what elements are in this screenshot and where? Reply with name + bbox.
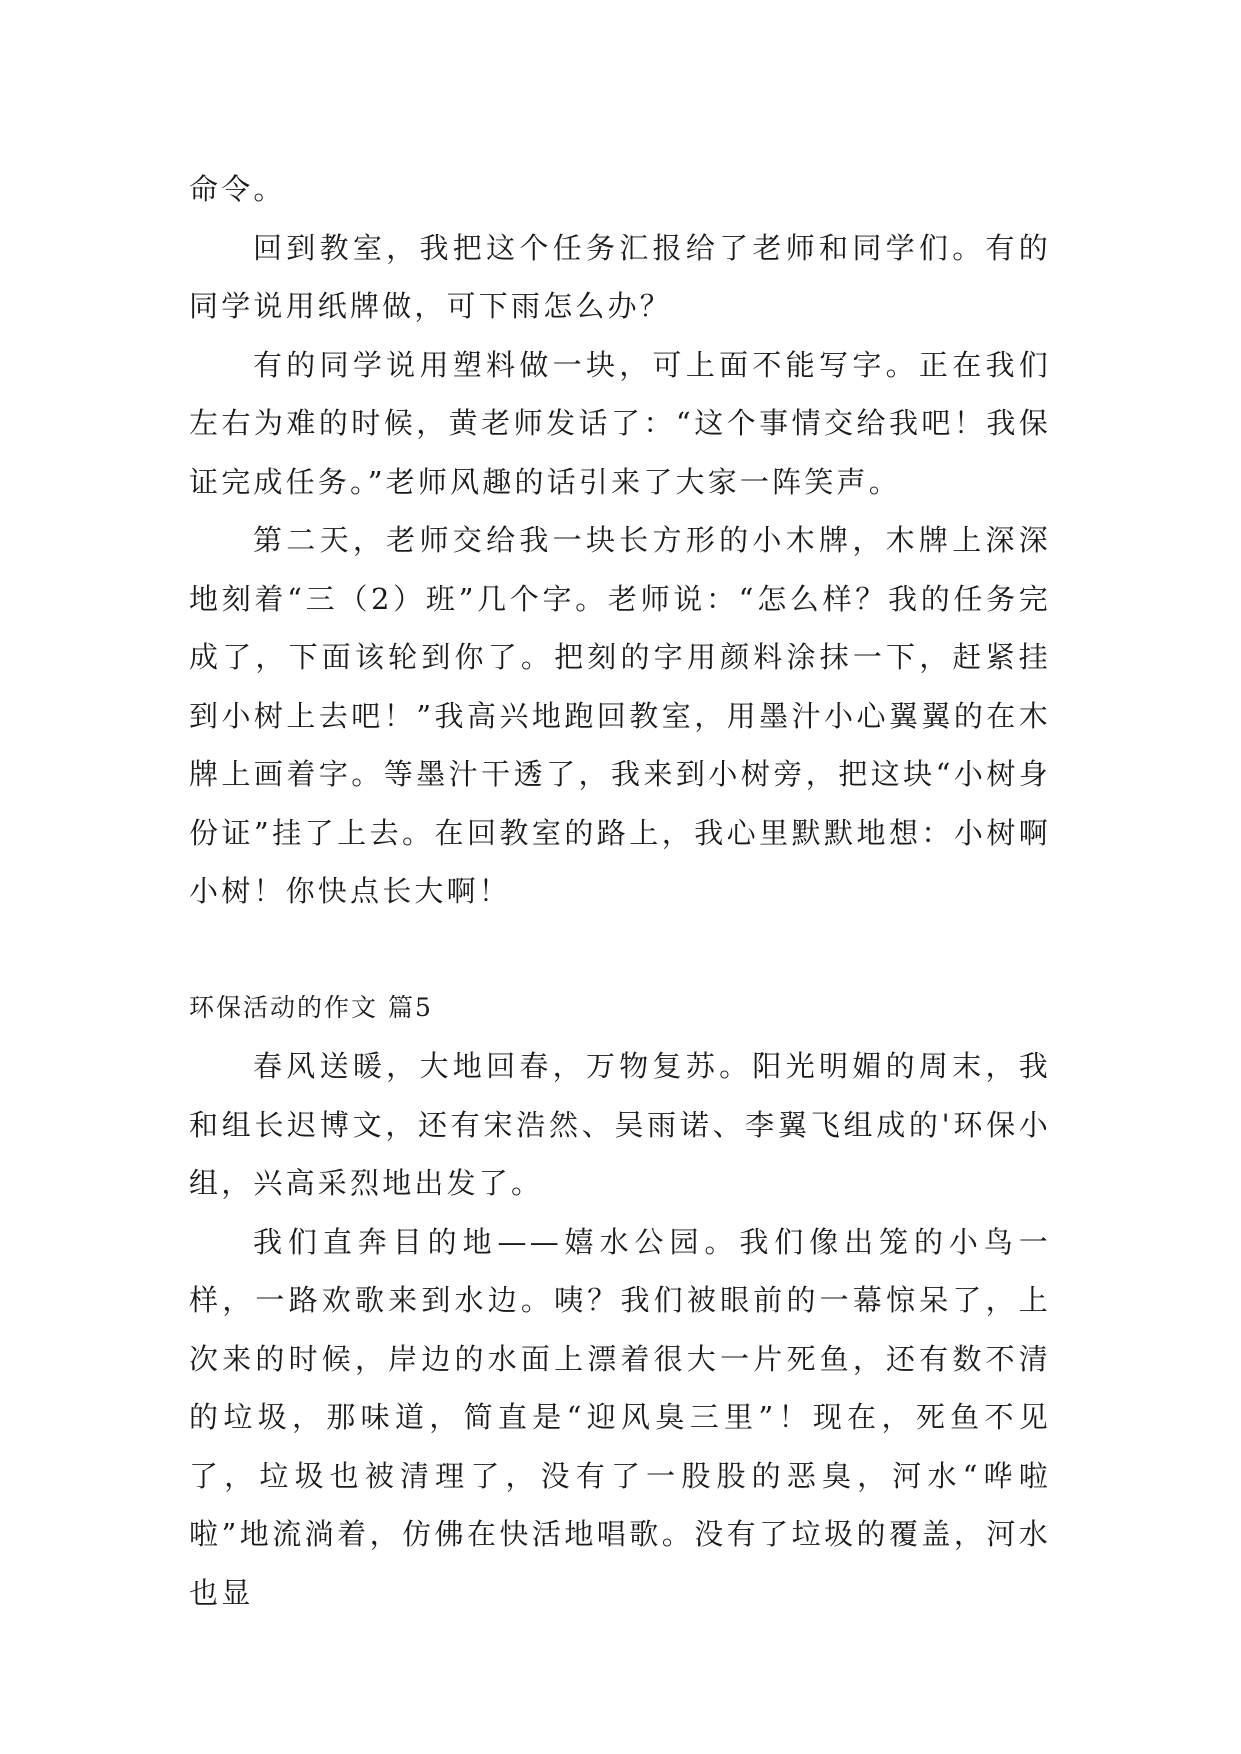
continued-paragraph: 命令。 <box>189 172 286 206</box>
paragraph-wooden-sign: 第二天，老师交给我一块长方形的小木牌，木牌上深深地刻着“三（2）班”几个字。老师说：“怎么样？我的任务完成了，下面该轮到你了。把刻的字用颜料涂抹一下，赶紧挂到小树上去吧！”我高兴地跑回教室，用墨汁小心翼翼的在木牌上画着字。等墨汁干透了，我来到小树旁，把这块“小树身份证”挂了上去。在回教室的路上，我心里默默地想：小树啊小树！你快点长大啊！ <box>189 523 1051 908</box>
section-heading: 环保活动的作文 篇5 <box>189 992 433 1022</box>
document-body <box>189 160 1051 1622</box>
paragraph-spring-outing: 春风送暖，大地回春，万物复苏。阳光明媚的周末，我和组长迟博文，还有宋浩然、吴雨诺、李翼飞组成的'环保小组，兴高采烈地出发了。 <box>189 1049 1051 1200</box>
section-gap <box>189 921 1051 979</box>
paragraph-classroom-report: 回到教室，我把这个任务汇报给了老师和同学们。有的同学说用纸牌做，可下雨怎么办？ <box>189 230 1051 323</box>
paragraph-plastic-idea: 有的同学说用塑料做一块，可上面不能写字。正在我们左右为难的时候，黄老师发话了：“这个事情交给我吧！我保证完成任务。”老师风趣的话引来了大家一阵笑声。 <box>189 347 1051 499</box>
paragraph-park-river: 我们直奔目的地——嬉水公园。我们像出笼的小鸟一样，一路欢歌来到水边。咦？我们被眼前的一幕惊呆了，上次来的时候，岸边的水面上漂着很大一片死鱼，还有数不清的垃圾，那味道，简直是“迎风臭三里”！现在，死鱼不见了，垃圾也被清理了，没有了一股股的恶臭，河水“哗啦啦”地流淌着，仿佛在快活地唱歌。没有了垃圾的覆盖，河水也显 <box>189 1224 1051 1610</box>
